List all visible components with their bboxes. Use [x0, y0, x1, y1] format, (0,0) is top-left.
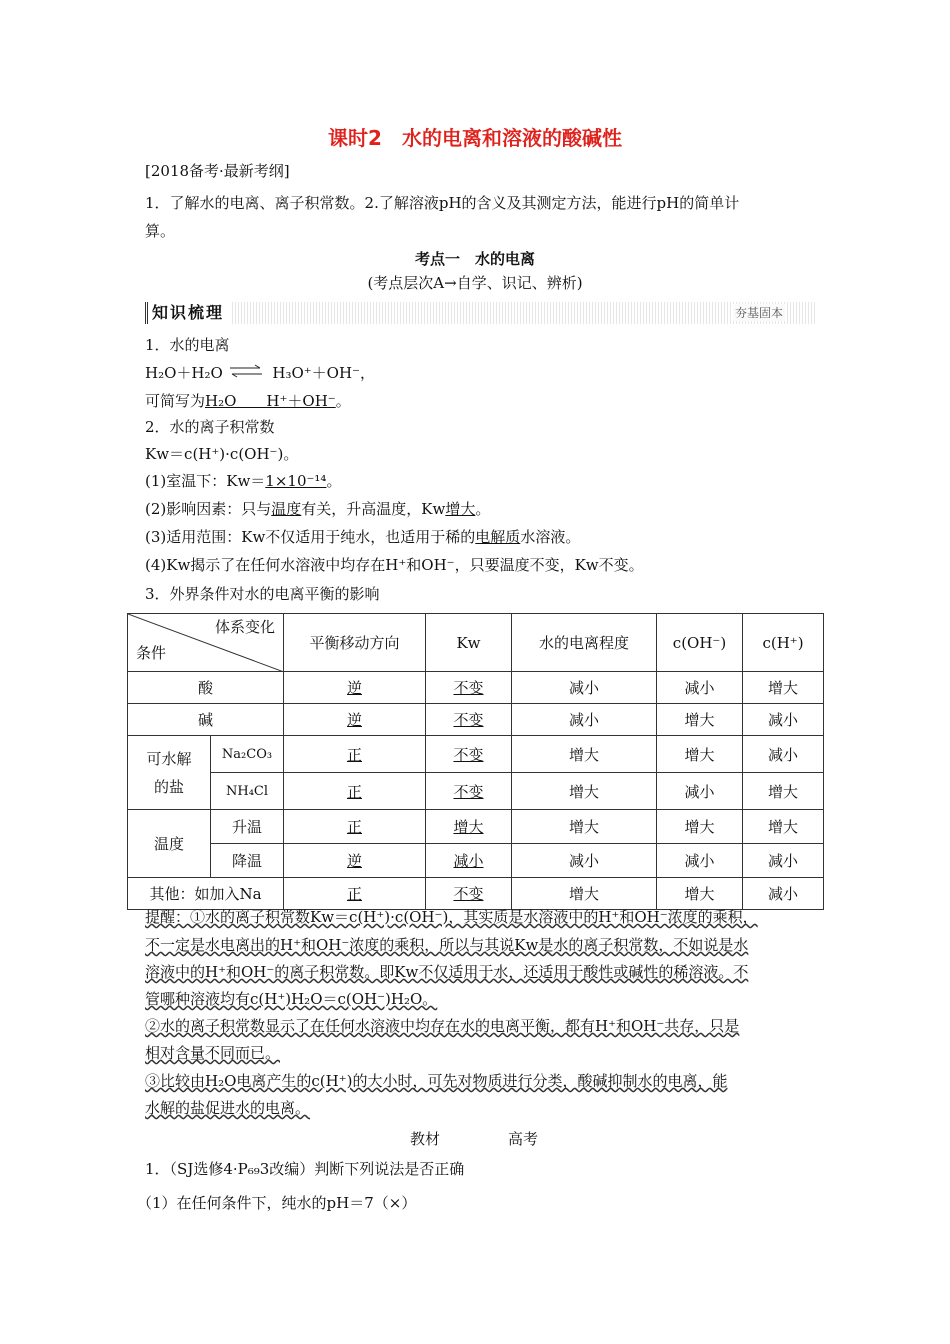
syllabus-tag: [2018备考·最新考纲] — [145, 162, 290, 180]
row-subcondition: 升温 — [211, 810, 284, 844]
table-row — [128, 844, 824, 878]
topic-title: 考点一 水的电离 — [414, 250, 535, 268]
kw-factors-prefix: (2)影响因素：只与 — [145, 500, 272, 518]
cell-degree: 增大 — [512, 878, 657, 910]
cell-degree: 减小 — [512, 704, 657, 736]
cell-direction: 逆 — [284, 704, 426, 736]
col-header-h: c(H⁺) — [743, 614, 824, 672]
header-condition: 条件 — [136, 644, 167, 662]
kw-increase: 增大 — [445, 500, 476, 518]
kw-factors-mid: 有关，升高温度，Kw — [301, 500, 446, 518]
tip-line-1: 提醒：①水的离子积常数Kw＝c(H⁺)·c(OH⁻)，其实质是水溶液中的H⁺和OH⁻浓度的乘积， — [145, 908, 758, 926]
col-header-ionization-degree: 水的电离程度 — [512, 614, 657, 672]
table-row — [128, 773, 824, 810]
equilibrium-table — [127, 613, 824, 910]
topic-subtitle: (考点层次A→自学、识记、辨析) — [367, 274, 583, 292]
col-header-kw: Kw — [426, 614, 512, 672]
group-label-line1: 可水解 — [146, 749, 192, 768]
row-condition: 酸 — [128, 672, 284, 704]
cell-kw: 不变 — [426, 736, 512, 773]
section-banner — [145, 302, 815, 324]
cell-h: 增大 — [743, 773, 824, 810]
tip-line-4: 管哪种溶液均有c(H⁺)H₂O＝c(OH⁻)H₂O。 — [145, 990, 438, 1008]
row-subcondition: NH₄Cl — [211, 773, 284, 810]
cell-direction: 正 — [284, 736, 426, 773]
kw-scope — [145, 526, 580, 548]
exam-label: 高考 — [508, 1130, 539, 1148]
kw-factor-temperature: 温度 — [271, 500, 302, 518]
tip-line-2: 不一定是水电离出的H⁺和OH⁻浓度的乘积，所以与其说Kw是水的离子积常数，不如说是水 — [145, 936, 749, 954]
cell-direction: 正 — [284, 810, 426, 844]
cell-direction: 逆 — [284, 844, 426, 878]
kw-room-temp-prefix: (1)室温下：Kw＝ — [145, 472, 266, 490]
textbook-label: 教材 — [410, 1130, 441, 1148]
row-condition: 碱 — [128, 704, 284, 736]
cell-kw: 增大 — [426, 810, 512, 844]
row-group-temperature: 温度 — [128, 810, 211, 878]
tip-line-7: ③比较由H₂O电离产生的c(H⁺)的大小时，可先对物质进行分类，酸碱抑制水的电离，能 — [145, 1072, 728, 1090]
kw-scope-electrolyte: 电解质 — [475, 528, 521, 546]
cell-kw: 不变 — [426, 672, 512, 704]
kw-reveals: (4)Kw揭示了在任何水溶液中均存在H⁺和OH⁻，只要温度不变，Kw不变。 — [145, 556, 644, 574]
kw-factors — [145, 498, 490, 520]
cell-h: 减小 — [743, 704, 824, 736]
col-header-oh: c(OH⁻) — [657, 614, 743, 672]
row-group-hydrolyzable-salt — [128, 736, 211, 810]
ionization-equation — [145, 362, 375, 384]
col-header-direction: 平衡移动方向 — [284, 614, 426, 672]
row-condition: 其他：如加入Na — [128, 878, 284, 910]
tip-line-6: 相对含量不同而已。 — [145, 1044, 281, 1062]
point-1-heading: 1．水的电离 — [145, 336, 230, 354]
point-3-heading: 3．外界条件对水的电离平衡的影响 — [145, 585, 380, 603]
cell-kw: 不变 — [426, 704, 512, 736]
simplified-prefix: 可简写为 — [145, 392, 206, 410]
simplified-suffix: 。 — [335, 392, 351, 410]
cell-degree: 减小 — [512, 844, 657, 878]
question-1: 1．（SJ选修4·P₆₉3改编）判断下列说法是否正确 — [145, 1160, 465, 1178]
kw-room-temp-suffix: 。 — [326, 472, 342, 490]
cell-direction: 逆 — [284, 672, 426, 704]
group-label-line2: 的盐 — [153, 777, 184, 796]
equation-right: H₃O⁺＋OH⁻， — [272, 364, 375, 382]
cell-direction: 正 — [284, 878, 426, 910]
cell-oh: 增大 — [657, 878, 743, 910]
cell-degree: 减小 — [512, 672, 657, 704]
table-row — [128, 878, 824, 910]
kw-scope-prefix: (3)适用范围：Kw不仅适用于纯水，也适用于稀的 — [145, 528, 476, 546]
cell-oh: 增大 — [657, 810, 743, 844]
tip-line-8: 水解的盐促进水的电离。 — [145, 1099, 311, 1117]
cell-oh: 减小 — [657, 844, 743, 878]
cell-kw: 不变 — [426, 773, 512, 810]
cell-h: 增大 — [743, 672, 824, 704]
table-row — [128, 704, 824, 736]
cell-degree: 增大 — [512, 736, 657, 773]
table-row — [128, 736, 824, 773]
row-subcondition: 降温 — [211, 844, 284, 878]
cell-degree: 增大 — [512, 773, 657, 810]
equation-left: H₂O＋H₂O — [145, 364, 223, 382]
cell-kw: 不变 — [426, 878, 512, 910]
table-row — [128, 810, 824, 844]
cell-direction: 正 — [284, 773, 426, 810]
cell-oh: 减小 — [657, 773, 743, 810]
cell-oh: 减小 — [657, 672, 743, 704]
page-title: 课时2 水的电离和溶液的酸碱性 — [328, 126, 622, 150]
syllabus-line-1: 1．了解水的电离、离子积常数。2.了解溶液pH的含义及其测定方法，能进行pH的简单计 — [145, 194, 740, 212]
tip-line-5: ②水的离子积常数显示了在任何水溶液中均存在水的电离平衡，都有H⁺和OH⁻共存，只是 — [145, 1017, 740, 1035]
cell-h: 减小 — [743, 878, 824, 910]
cell-oh: 增大 — [657, 704, 743, 736]
cell-h: 增大 — [743, 810, 824, 844]
table-row — [128, 672, 824, 704]
equilibrium-arrow-icon — [228, 364, 264, 378]
simplified-equation — [145, 390, 351, 412]
table-corner-header — [128, 614, 284, 672]
kw-definition: Kw＝c(H⁺)·c(OH⁻)。 — [145, 445, 299, 463]
section-label: 知识梳理 — [145, 302, 230, 324]
question-1-item-1: （1）在任何条件下，纯水的pH＝7（×） — [137, 1194, 417, 1212]
syllabus-line-2: 算。 — [145, 222, 176, 240]
equilibrium-arrow — [228, 362, 268, 384]
cell-h: 减小 — [743, 844, 824, 878]
cell-h: 减小 — [743, 736, 824, 773]
cell-degree: 增大 — [512, 810, 657, 844]
tip-line-3: 溶液中的H⁺和OH⁻的离子积常数。即Kw不仅适用于水，还适用于酸性或碱性的稀溶液。不 — [145, 963, 749, 981]
row-subcondition: Na₂CO₃ — [211, 736, 284, 773]
kw-factors-suffix: 。 — [475, 500, 491, 518]
section-right-label: 夯基固本 — [734, 306, 783, 320]
kw-value: 1×10⁻¹⁴ — [265, 472, 327, 490]
point-2-heading: 2．水的离子积常数 — [145, 418, 275, 436]
kw-scope-suffix: 水溶液。 — [520, 528, 581, 546]
cell-oh: 增大 — [657, 736, 743, 773]
cell-kw: 减小 — [426, 844, 512, 878]
simplified-formula: H₂O H⁺＋OH⁻ — [205, 392, 336, 410]
kw-room-temp — [145, 470, 341, 492]
header-system-change: 体系变化 — [214, 618, 275, 636]
